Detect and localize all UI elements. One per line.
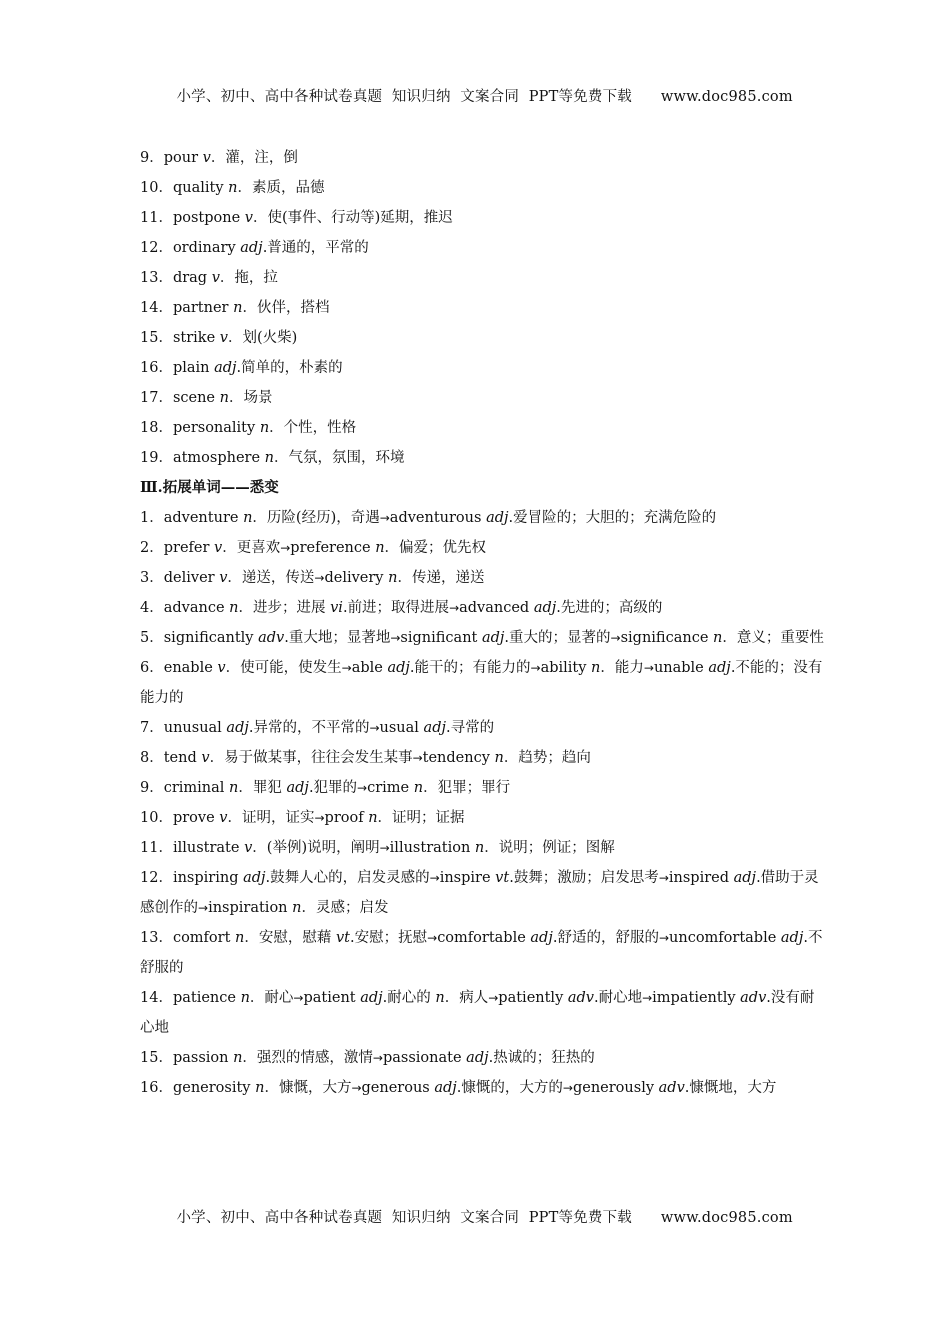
- vocab-entry: [140, 503, 825, 533]
- word-list-expansion: [140, 503, 825, 1103]
- part-of-speech: n: [255, 1080, 265, 1096]
- part-of-speech: v: [217, 660, 226, 676]
- part-of-speech: v: [214, 540, 223, 556]
- entry-text: ．意义；重要性: [722, 630, 824, 646]
- entry-text: .: [509, 870, 514, 886]
- entry-number: 11．: [140, 210, 173, 226]
- derivation-arrow-icon: →: [488, 991, 499, 1005]
- entry-text: uncomfortable: [669, 930, 781, 946]
- entry-text: .: [730, 660, 736, 676]
- entry-number: 14．: [140, 990, 173, 1006]
- entry-text: ．划(火柴): [227, 330, 298, 346]
- entry-text: proof: [324, 810, 369, 826]
- derivation-arrow-icon: →: [372, 1051, 383, 1065]
- entry-text: 寻常的: [450, 720, 495, 736]
- part-of-speech: adj: [434, 1080, 457, 1096]
- entry-text: inspire: [439, 870, 496, 886]
- entry-text: atmosphere: [172, 450, 265, 466]
- vocab-entry: [140, 563, 825, 593]
- entry-text: strike: [172, 330, 220, 346]
- entry-text: ．安慰，慰藉: [244, 930, 336, 946]
- entry-text: advance: [163, 600, 230, 616]
- part-of-speech: n: [435, 990, 445, 1006]
- entry-text: ．灌，注，倒: [210, 150, 298, 166]
- vocab-entry: [140, 923, 825, 983]
- entry-text: ．传递，递送: [397, 570, 485, 586]
- part-of-speech: v: [244, 210, 253, 226]
- part-of-speech: adv: [567, 990, 594, 1006]
- entry-text: .: [350, 930, 355, 946]
- vocab-entry: [140, 293, 825, 323]
- vocab-entry: [140, 203, 825, 233]
- derivation-arrow-icon: →: [658, 931, 670, 945]
- entry-number: 4．: [140, 600, 164, 616]
- entry-text: 安慰；抚慰: [354, 930, 428, 946]
- part-of-speech: adj: [486, 510, 509, 526]
- entry-number: 10．: [140, 810, 173, 826]
- derivation-arrow-icon: →: [610, 631, 621, 645]
- vocab-entry: [140, 173, 825, 203]
- part-of-speech: adj: [466, 1050, 489, 1066]
- entry-number: 18．: [140, 420, 173, 436]
- entry-text: criminal: [163, 780, 230, 796]
- entry-text: 前进；取得进展: [347, 600, 450, 616]
- entry-text: adventurous: [389, 510, 487, 526]
- entry-text: ．(举例)说明，阐明: [252, 840, 380, 856]
- entry-text: partner: [172, 300, 234, 316]
- entry-number: 12．: [140, 870, 173, 886]
- derivation-arrow-icon: →: [379, 511, 390, 525]
- entry-text: .: [265, 870, 271, 886]
- derivation-arrow-icon: →: [530, 661, 541, 675]
- part-of-speech: n: [228, 180, 238, 196]
- entry-text: .: [488, 1050, 494, 1066]
- entry-text: plain: [172, 360, 215, 376]
- entry-text: patiently: [498, 990, 568, 1006]
- entry-text: 借助于灵感创作的: [140, 870, 819, 916]
- entry-text: ．犯罪；罪行: [423, 780, 511, 796]
- entry-text: ．进步；进展: [238, 600, 331, 616]
- entry-text: 慷慨地，大方: [689, 1080, 777, 1096]
- entry-text: enable: [163, 660, 218, 676]
- entry-number: 3．: [140, 570, 164, 586]
- section-heading: Ⅲ.拓展单词——悉变: [140, 479, 279, 496]
- entry-text: ．易于做某事，往往会发生某事: [209, 750, 413, 766]
- word-list-basic: [140, 143, 825, 473]
- part-of-speech: v: [211, 270, 220, 286]
- vocab-entry: [140, 1073, 825, 1103]
- entry-text: ．说明；例证；图解: [484, 840, 615, 856]
- derivation-arrow-icon: →: [658, 871, 669, 885]
- entry-number: 9．: [140, 150, 164, 166]
- derivation-arrow-icon: →: [314, 571, 325, 585]
- part-of-speech: n: [494, 750, 504, 766]
- entry-number: 1．: [140, 510, 164, 526]
- entry-text: .: [382, 990, 388, 1006]
- entry-text: .: [552, 930, 558, 946]
- part-of-speech: n: [388, 570, 398, 586]
- derivation-arrow-icon: →: [642, 991, 653, 1005]
- derivation-arrow-icon: →: [643, 661, 654, 675]
- entry-text: personality: [172, 420, 260, 436]
- entry-text: ．拖，拉: [219, 270, 278, 286]
- derivation-arrow-icon: →: [429, 871, 440, 885]
- entry-text: ．罪犯: [238, 780, 287, 796]
- part-of-speech: n: [235, 930, 245, 946]
- entry-text: patience: [172, 990, 241, 1006]
- part-of-speech: adv: [258, 630, 285, 646]
- page-footer: [0, 1190, 950, 1243]
- part-of-speech: v: [202, 150, 211, 166]
- entry-text: significantly: [163, 630, 259, 646]
- derivation-arrow-icon: →: [562, 1081, 573, 1095]
- entry-text: ．使(事件、行动等)延期，推迟: [252, 210, 453, 226]
- entry-text: .: [342, 600, 348, 616]
- part-of-speech: adj: [423, 720, 446, 736]
- entry-text: ．病人: [444, 990, 489, 1006]
- entry-text: deliver: [163, 570, 220, 586]
- entry-text: ．能力: [600, 660, 644, 676]
- entry-text: 犯罪的: [313, 780, 358, 796]
- entry-number: 9．: [140, 780, 164, 796]
- entry-text: unable: [653, 660, 709, 676]
- entry-text: advanced: [459, 600, 534, 616]
- derivation-arrow-icon: →: [314, 811, 325, 825]
- entry-text: ．慷慨，大方: [264, 1080, 352, 1096]
- entry-text: .: [409, 660, 415, 676]
- entry-text: .: [508, 510, 514, 526]
- vocabulary-list: [140, 143, 825, 1103]
- entry-text: generous: [361, 1080, 435, 1096]
- entry-text: .: [262, 240, 268, 256]
- entry-text: delivery: [324, 570, 389, 586]
- entry-text: 能干的；有能力的: [414, 660, 531, 676]
- header-text: 小学、初中、高中各种试卷真题 知识归纳 文案合同 PPT等免费下载: [176, 89, 632, 105]
- entry-text: generosity: [172, 1080, 256, 1096]
- entry-text: 简单的，朴素的: [241, 360, 343, 376]
- derivation-arrow-icon: →: [449, 601, 460, 615]
- entry-text: .: [556, 600, 561, 616]
- entry-text: significant: [400, 630, 482, 646]
- vocab-entry: [140, 983, 825, 1043]
- part-of-speech: adj: [533, 600, 557, 616]
- derivation-arrow-icon: →: [280, 541, 291, 555]
- vocab-entry: [140, 803, 825, 833]
- entry-text: ordinary: [172, 240, 241, 256]
- entry-number: 13．: [140, 270, 173, 286]
- entry-text: ability: [540, 660, 592, 676]
- part-of-speech: adj: [214, 360, 237, 376]
- entry-text: inspiration: [208, 900, 293, 916]
- entry-text: tend: [163, 750, 202, 766]
- entry-text: .: [248, 720, 254, 736]
- vocab-entry: [140, 383, 825, 413]
- entry-text: 耐心地: [598, 990, 643, 1006]
- part-of-speech: n: [413, 780, 424, 796]
- vocab-entry: [140, 263, 825, 293]
- part-of-speech: adj: [733, 870, 757, 886]
- entry-text: .: [504, 630, 510, 646]
- entry-text: comfortable: [437, 930, 531, 946]
- entry-text: .: [803, 930, 808, 946]
- entry-text: 爱冒险的；大胆的；充满危险的: [513, 510, 717, 526]
- entry-text: comfort: [172, 930, 236, 946]
- part-of-speech: adj: [243, 870, 266, 886]
- part-of-speech: n: [264, 450, 275, 466]
- entry-text: ．灵感；启发: [301, 900, 389, 916]
- part-of-speech: n: [233, 300, 243, 316]
- entry-number: 8．: [140, 750, 164, 766]
- part-of-speech: adj: [387, 660, 410, 676]
- page-header: [0, 69, 950, 122]
- vocab-entry: [140, 353, 825, 383]
- entry-text: passion: [172, 1050, 234, 1066]
- part-of-speech: n: [713, 630, 723, 646]
- entry-text: scene: [172, 390, 220, 406]
- entry-text: illustrate: [172, 840, 245, 856]
- part-of-speech: v: [201, 750, 210, 766]
- part-of-speech: vt: [335, 930, 351, 946]
- entry-text: ．场景: [228, 390, 273, 406]
- part-of-speech: n: [375, 540, 385, 556]
- part-of-speech: n: [243, 510, 253, 526]
- entry-text: ．素质，品德: [237, 180, 325, 196]
- vocab-entry: [140, 713, 825, 743]
- entry-text: passionate: [382, 1050, 467, 1066]
- entry-text: .: [456, 1080, 462, 1096]
- entry-text: .: [594, 990, 599, 1006]
- entry-number: 2．: [140, 540, 164, 556]
- derivation-arrow-icon: →: [351, 1081, 362, 1095]
- entry-text: usual: [379, 720, 424, 736]
- vocab-entry: [140, 743, 825, 773]
- header-url[interactable]: www.doc985.com: [660, 89, 793, 105]
- part-of-speech: adj: [286, 780, 309, 796]
- entry-number: 17．: [140, 390, 173, 406]
- part-of-speech: n: [292, 900, 302, 916]
- part-of-speech: adj: [226, 720, 249, 736]
- vocab-entry: [140, 833, 825, 863]
- entry-text: 鼓舞人心的，启发灵感的: [270, 870, 430, 886]
- part-of-speech: adj: [360, 990, 383, 1006]
- entry-number: 15．: [140, 1050, 173, 1066]
- entry-text: tendency: [422, 750, 495, 766]
- derivation-arrow-icon: →: [198, 901, 209, 915]
- part-of-speech: adj: [240, 240, 263, 256]
- derivation-arrow-icon: →: [341, 661, 352, 675]
- entry-text: 不舒服的: [140, 930, 823, 976]
- entry-text: generously: [572, 1080, 659, 1096]
- derivation-arrow-icon: →: [390, 631, 401, 645]
- part-of-speech: n: [229, 780, 239, 796]
- vocab-entry: [140, 653, 825, 713]
- entry-text: postpone: [172, 210, 245, 226]
- entry-text: 舒适的，舒服的: [557, 930, 659, 946]
- entry-text: preference: [290, 540, 376, 556]
- entry-text: crime: [367, 780, 414, 796]
- derivation-arrow-icon: →: [369, 721, 380, 735]
- entry-text: patient: [303, 990, 361, 1006]
- vocab-entry: [140, 413, 825, 443]
- entry-text: able: [351, 660, 388, 676]
- entry-text: .: [445, 720, 451, 736]
- entry-text: ．趋势；趋向: [503, 750, 591, 766]
- part-of-speech: v: [244, 840, 253, 856]
- part-of-speech: adv: [740, 990, 767, 1006]
- part-of-speech: adj: [780, 930, 804, 946]
- entry-text: .: [236, 360, 242, 376]
- entry-text: 异常的，不平常的: [253, 720, 370, 736]
- part-of-speech: adj: [708, 660, 731, 676]
- entry-text: 不能的；没有能力的: [140, 660, 823, 706]
- part-of-speech: adv: [658, 1080, 685, 1096]
- entry-text: ．耐心: [249, 990, 294, 1006]
- entry-text: prove: [172, 810, 220, 826]
- part-of-speech: v: [219, 810, 228, 826]
- entry-number: 19．: [140, 450, 173, 466]
- entry-text: 先进的；高级的: [560, 600, 663, 616]
- entry-number: 5．: [140, 630, 164, 646]
- entry-text: ．证明；证据: [377, 810, 465, 826]
- part-of-speech: n: [240, 990, 250, 1006]
- entry-number: 13．: [140, 930, 173, 946]
- entry-text: .: [756, 870, 761, 886]
- entry-number: 16．: [140, 360, 173, 376]
- entry-text: ．使可能，使发生: [225, 660, 342, 676]
- entry-number: 6．: [140, 660, 164, 676]
- entry-text: .: [684, 1080, 690, 1096]
- entry-text: quality: [172, 180, 229, 196]
- derivation-arrow-icon: →: [427, 931, 438, 945]
- entry-text: ．更喜欢: [222, 540, 281, 556]
- entry-text: pour: [163, 150, 203, 166]
- entry-text: ．递送，传送: [227, 570, 315, 586]
- vocab-entry: [140, 1043, 825, 1073]
- entry-text: unusual: [163, 720, 227, 736]
- entry-text: .: [284, 630, 289, 646]
- part-of-speech: vt: [495, 870, 510, 886]
- entry-text: 普通的，平常的: [267, 240, 369, 256]
- vocab-entry: [140, 593, 825, 623]
- footer-url[interactable]: www.doc985.com: [660, 1210, 793, 1226]
- entry-text: inspired: [668, 870, 734, 886]
- entry-text: 重大的；显著的: [509, 630, 611, 646]
- part-of-speech: adj: [530, 930, 553, 946]
- entry-number: 7．: [140, 720, 164, 736]
- vocab-entry: [140, 533, 825, 563]
- part-of-speech: v: [219, 330, 228, 346]
- vocab-entry: [140, 143, 825, 173]
- entry-text: prefer: [163, 540, 215, 556]
- vocab-entry: [140, 233, 825, 263]
- entry-number: 15．: [140, 330, 173, 346]
- derivation-arrow-icon: →: [293, 991, 304, 1005]
- part-of-speech: adj: [481, 630, 505, 646]
- entry-text: .: [766, 990, 771, 1006]
- footer-text: 小学、初中、高中各种试卷真题 知识归纳 文案合同 PPT等免费下载: [176, 1210, 632, 1226]
- part-of-speech: v: [219, 570, 228, 586]
- entry-text: illustration: [389, 840, 475, 856]
- part-of-speech: n: [233, 1050, 243, 1066]
- entry-text: significance: [620, 630, 714, 646]
- entry-text: ．气氛，氛围，环境: [274, 450, 405, 466]
- part-of-speech: n: [474, 840, 485, 856]
- entry-number: 12．: [140, 240, 173, 256]
- vocab-entry: [140, 773, 825, 803]
- entry-text: ．历险(经历)，奇遇: [252, 510, 380, 526]
- entry-text: 鼓舞；激励；启发思考: [513, 870, 659, 886]
- entry-number: 10．: [140, 180, 173, 196]
- vocab-entry: [140, 443, 825, 473]
- entry-text: 重大地；显著地: [288, 630, 391, 646]
- part-of-speech: n: [368, 810, 378, 826]
- vocab-entry: [140, 863, 825, 923]
- part-of-speech: n: [229, 600, 239, 616]
- entry-text: ．个性，性格: [269, 420, 357, 436]
- entry-text: ．偏爱；优先权: [384, 540, 487, 556]
- entry-text: 耐心的: [387, 990, 436, 1006]
- entry-text: inspiring: [172, 870, 244, 886]
- entry-text: 慷慨的，大方的: [461, 1080, 563, 1096]
- part-of-speech: n: [219, 390, 229, 406]
- derivation-arrow-icon: →: [412, 751, 423, 765]
- part-of-speech: n: [259, 420, 270, 436]
- derivation-arrow-icon: →: [357, 781, 368, 795]
- entry-text: drag: [172, 270, 212, 286]
- entry-number: 11．: [140, 840, 173, 856]
- entry-text: impatiently: [652, 990, 741, 1006]
- entry-number: 16．: [140, 1080, 173, 1096]
- vocab-entry: [140, 323, 825, 353]
- entry-text: 热诚的；狂热的: [493, 1050, 595, 1066]
- entry-text: .: [308, 780, 314, 796]
- derivation-arrow-icon: →: [379, 841, 390, 855]
- entry-text: ．证明，证实: [227, 810, 315, 826]
- entry-text: 没有耐心地: [140, 990, 815, 1036]
- entry-number: 14．: [140, 300, 173, 316]
- entry-text: ．强烈的情感，激情: [242, 1050, 373, 1066]
- entry-text: ．伙伴，搭档: [242, 300, 330, 316]
- entry-text: adventure: [163, 510, 244, 526]
- part-of-speech: n: [591, 660, 601, 676]
- vocab-entry: [140, 623, 825, 653]
- part-of-speech: vi: [330, 600, 343, 616]
